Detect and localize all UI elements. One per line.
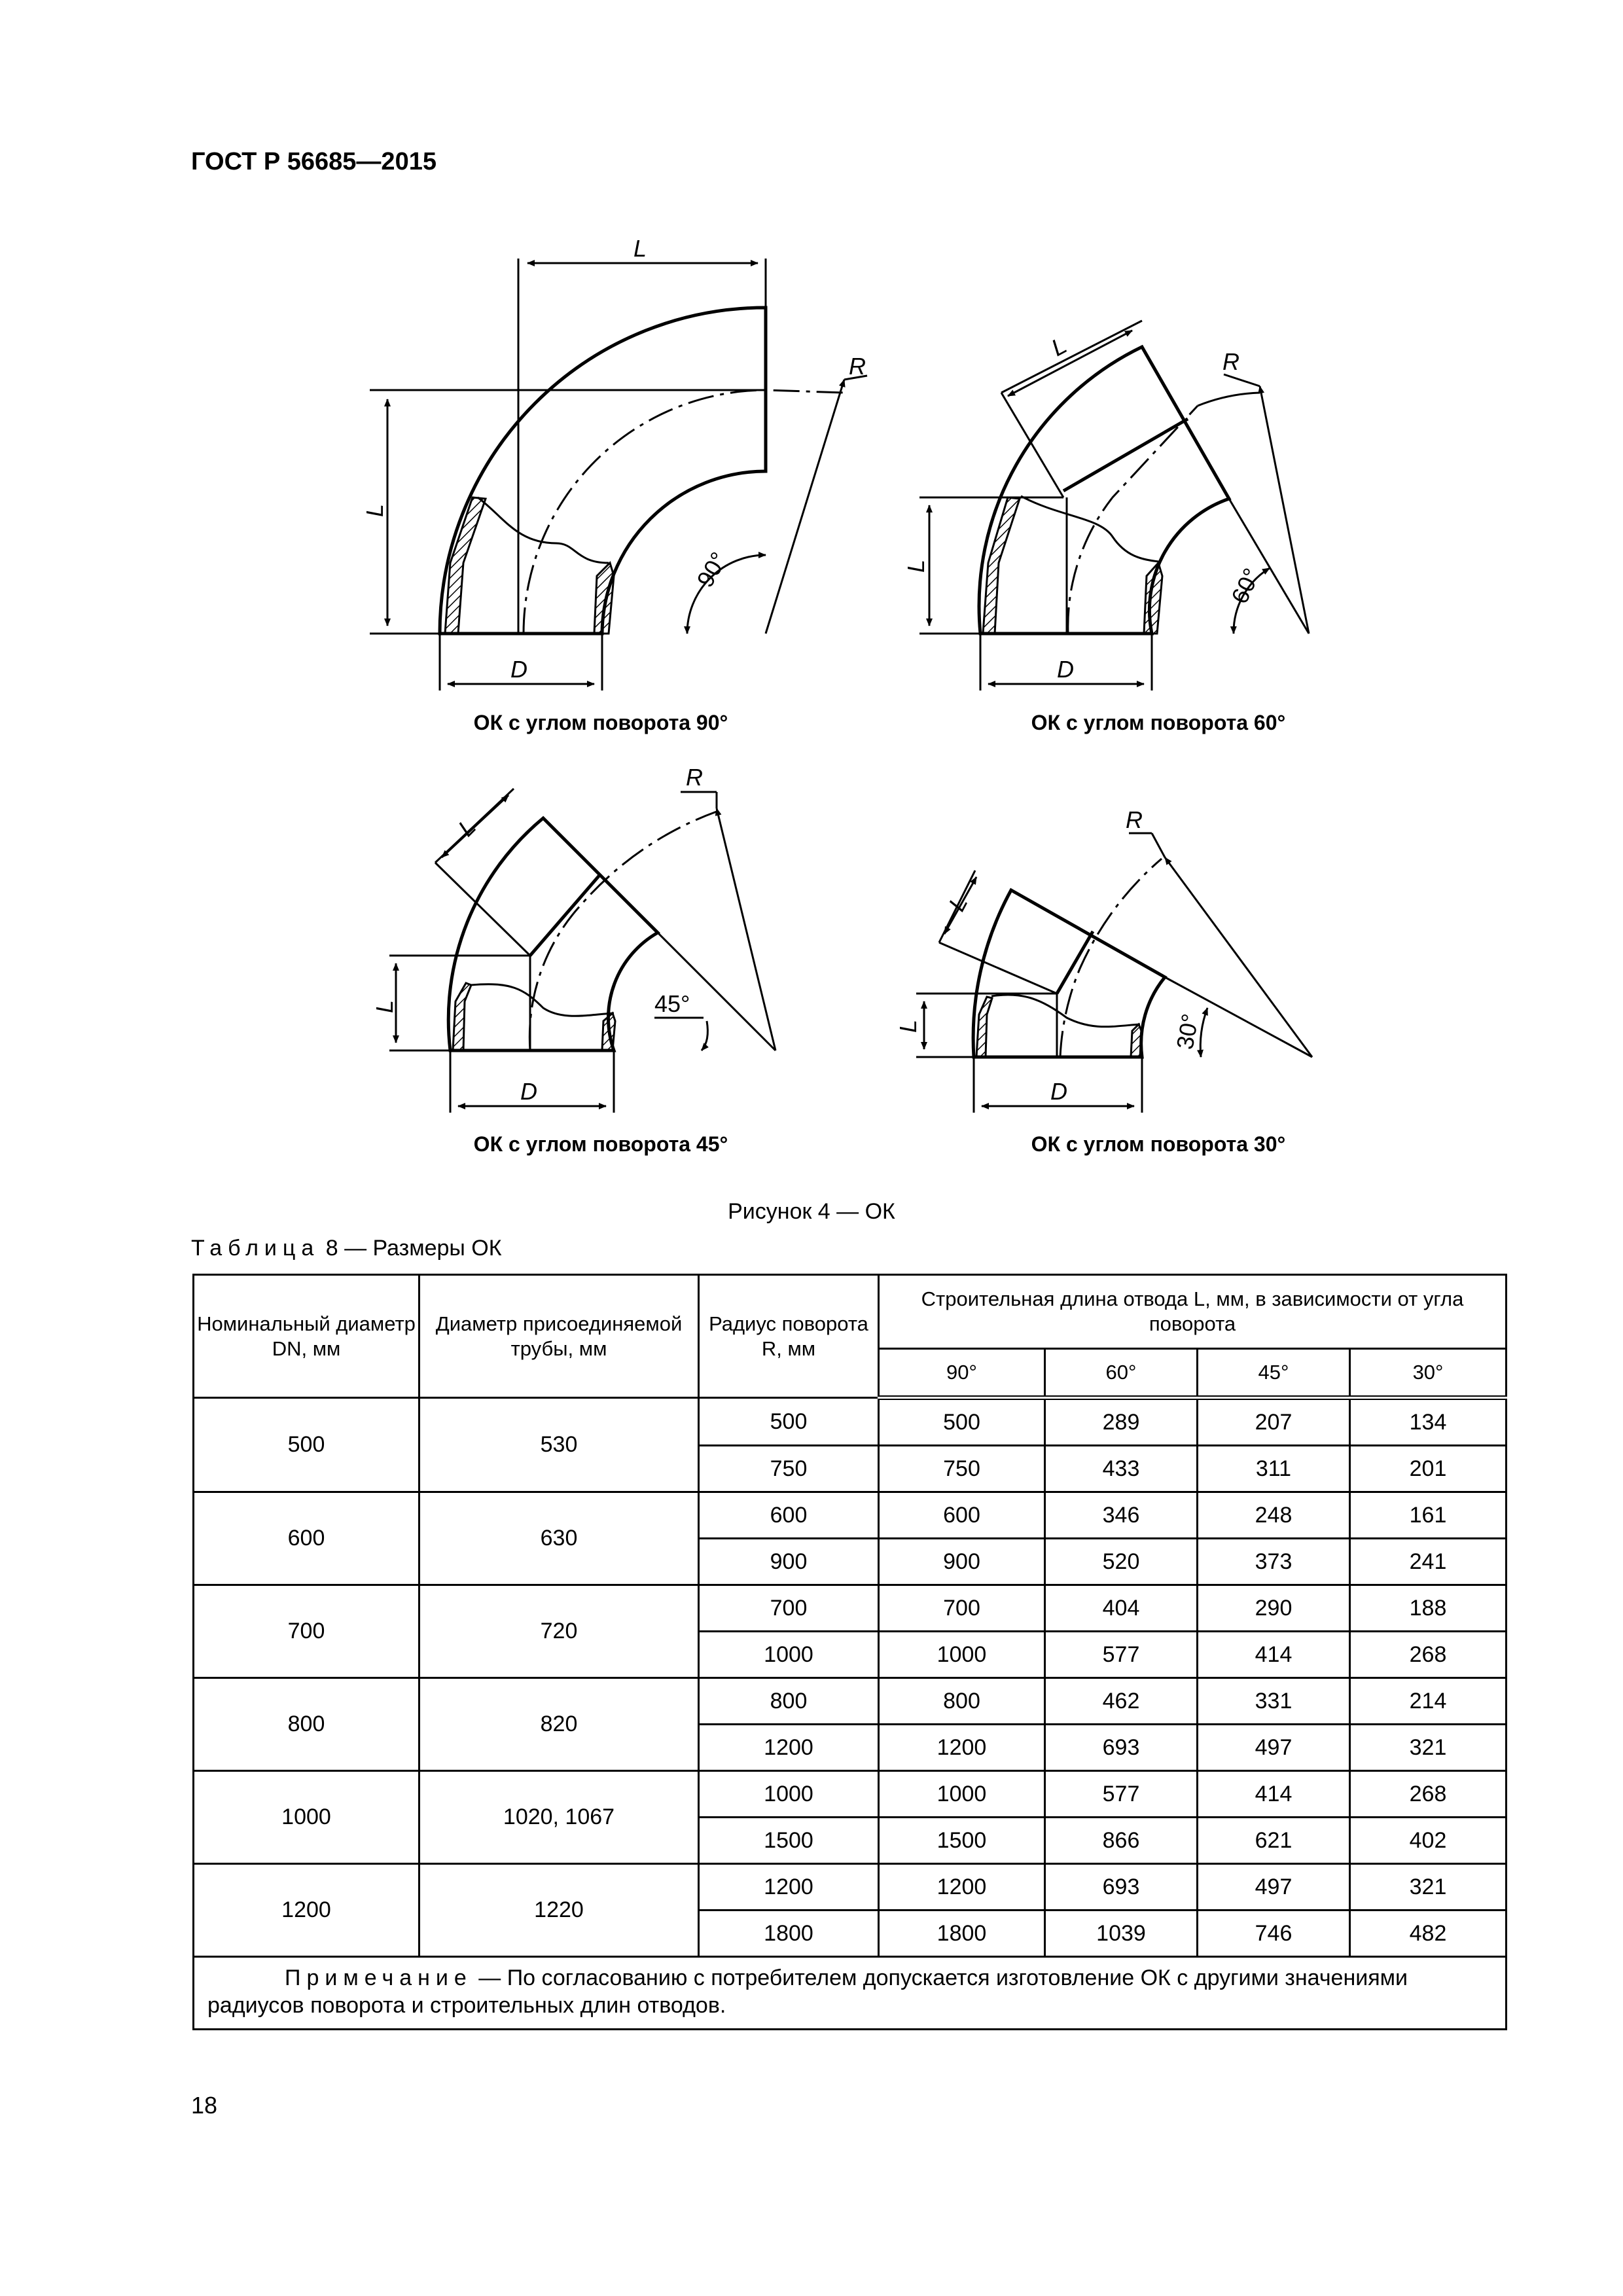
cell-length-90: 1000: [879, 1771, 1045, 1818]
elbow-90-drawing: [370, 259, 867, 691]
cell-radius: 1000: [699, 1771, 879, 1818]
cell-length-30: 321: [1350, 1725, 1507, 1771]
dimensions-table: [192, 1274, 1507, 2030]
cell-length-60: 433: [1045, 1446, 1198, 1492]
document-header: ГОСТ Р 56685—2015: [191, 148, 437, 175]
cell-length-45: 207: [1198, 1398, 1350, 1446]
table-row: [194, 1492, 1507, 1539]
table-body: [194, 1398, 1507, 1957]
cell-nominal-diameter: 500: [194, 1398, 419, 1492]
cell-length-60: 520: [1045, 1539, 1198, 1585]
header-angle-45: 45°: [1198, 1349, 1350, 1398]
table-row: [194, 1678, 1507, 1725]
cell-radius: 500: [699, 1398, 879, 1446]
cell-length-60: 577: [1045, 1771, 1198, 1818]
cell-length-90: 900: [879, 1539, 1045, 1585]
cell-length-30: 188: [1350, 1585, 1507, 1632]
elbow-60-drawing: [919, 321, 1309, 691]
cell-nominal-diameter: 1200: [194, 1864, 419, 1957]
cell-length-45: 746: [1198, 1910, 1350, 1957]
label-L-60: L: [1046, 331, 1071, 362]
caption-panel-45: ОК с углом поворота 45°: [473, 1132, 728, 1156]
header-pipe-diameter: Диаметр присоединяемой трубы, мм: [419, 1275, 699, 1398]
cell-length-45: 248: [1198, 1492, 1350, 1539]
cell-length-60: 346: [1045, 1492, 1198, 1539]
table-row: [194, 1585, 1507, 1632]
note-prefix: Примечание: [285, 1965, 473, 1990]
header-angle-60: 60°: [1045, 1349, 1198, 1398]
caption-panel-90: ОК с углом поворота 90°: [473, 711, 728, 734]
cell-length-30: 321: [1350, 1864, 1507, 1910]
cell-length-90: 1200: [879, 1725, 1045, 1771]
cell-length-30: 241: [1350, 1539, 1507, 1585]
header-construction-length: Строительная длина отвода L, мм, в зависимости от угла поворота: [879, 1275, 1507, 1349]
table-row: [194, 1771, 1507, 1818]
cell-length-60: 866: [1045, 1818, 1198, 1864]
caption-panel-30: ОК с углом поворота 30°: [1031, 1132, 1286, 1156]
note-text: — По согласованию с потребителем допускается изготовление ОК с другими значениями радиусов поворота и строительных длин отводов.: [207, 1965, 1408, 2018]
caption-panel-60: ОК с углом поворота 60°: [1031, 711, 1286, 734]
cell-radius: 1500: [699, 1818, 879, 1864]
label-L-60-vertical: L: [902, 559, 929, 573]
cell-pipe-diameter: 1020, 1067: [419, 1771, 699, 1864]
cell-pipe-diameter: 720: [419, 1585, 699, 1678]
label-R-90: R: [849, 353, 866, 380]
page-number: 18: [191, 2092, 218, 2119]
cell-length-90: 500: [879, 1398, 1045, 1446]
header-radius: Радиус поворота R, мм: [699, 1275, 879, 1398]
cell-radius: 800: [699, 1678, 879, 1725]
cell-length-60: 289: [1045, 1398, 1198, 1446]
cell-length-30: 268: [1350, 1771, 1507, 1818]
header-nominal-diameter: Номинальный диаметр DN, мм: [194, 1275, 419, 1398]
cell-length-45: 290: [1198, 1585, 1350, 1632]
cell-length-30: 161: [1350, 1492, 1507, 1539]
cell-length-90: 1000: [879, 1632, 1045, 1678]
cell-length-60: 404: [1045, 1585, 1198, 1632]
cell-length-45: 497: [1198, 1725, 1350, 1771]
label-angle-60: 60°: [1226, 564, 1266, 608]
label-L-45: L: [452, 813, 481, 842]
cell-length-45: 311: [1198, 1446, 1350, 1492]
label-D-30: D: [1050, 1078, 1067, 1105]
cell-length-45: 373: [1198, 1539, 1350, 1585]
cell-radius: 900: [699, 1539, 879, 1585]
table-caption-title: 8 — Размеры ОК: [319, 1236, 502, 1261]
cell-length-90: 1500: [879, 1818, 1045, 1864]
cell-pipe-diameter: 630: [419, 1492, 699, 1585]
label-D-45: D: [520, 1078, 537, 1105]
cell-length-90: 750: [879, 1446, 1045, 1492]
label-L-30-vertical: L: [895, 1019, 921, 1033]
cell-length-90: 1800: [879, 1910, 1045, 1957]
cell-radius: 750: [699, 1446, 879, 1492]
cell-radius: 1200: [699, 1725, 879, 1771]
cell-length-45: 331: [1198, 1678, 1350, 1725]
label-angle-45: 45°: [654, 990, 690, 1017]
cell-radius: 1200: [699, 1864, 879, 1910]
cell-length-60: 1039: [1045, 1910, 1198, 1957]
cell-length-90: 600: [879, 1492, 1045, 1539]
header-angle-30: 30°: [1350, 1349, 1507, 1398]
table-caption: [191, 1236, 502, 1261]
label-R-60: R: [1222, 348, 1240, 375]
cell-pipe-diameter: 820: [419, 1678, 699, 1771]
figure-caption: Рисунок 4 — ОК: [728, 1199, 895, 1224]
cell-length-90: 700: [879, 1585, 1045, 1632]
label-L-30: L: [942, 891, 973, 916]
cell-radius: 1000: [699, 1632, 879, 1678]
cell-length-60: 693: [1045, 1864, 1198, 1910]
label-L-45-vertical: L: [371, 999, 398, 1013]
cell-length-45: 414: [1198, 1632, 1350, 1678]
table-row: [194, 1864, 1507, 1910]
cell-length-90: 1200: [879, 1864, 1045, 1910]
label-L-90: L: [633, 235, 647, 262]
cell-length-60: 577: [1045, 1632, 1198, 1678]
cell-length-45: 497: [1198, 1864, 1350, 1910]
cell-nominal-diameter: 700: [194, 1585, 419, 1678]
table-row: [194, 1398, 1507, 1446]
cell-length-45: 621: [1198, 1818, 1350, 1864]
cell-length-30: 402: [1350, 1818, 1507, 1864]
cell-length-30: 134: [1350, 1398, 1507, 1446]
label-L-90-vertical: L: [361, 503, 388, 517]
label-D-60: D: [1057, 656, 1074, 683]
cell-nominal-diameter: 800: [194, 1678, 419, 1771]
cell-radius: 1800: [699, 1910, 879, 1957]
cell-pipe-diameter: 530: [419, 1398, 699, 1492]
elbow-45-drawing: [389, 789, 776, 1113]
table-note: [194, 1957, 1507, 2030]
table-caption-prefix: Таблица: [191, 1236, 320, 1261]
label-angle-90: 90°: [691, 547, 733, 592]
elbow-30-drawing: [916, 833, 1312, 1113]
label-R-30: R: [1126, 806, 1143, 833]
header-angle-90: 90°: [879, 1349, 1045, 1398]
cell-nominal-diameter: 600: [194, 1492, 419, 1585]
cell-length-60: 462: [1045, 1678, 1198, 1725]
label-D-90: D: [510, 656, 527, 683]
cell-length-90: 800: [879, 1678, 1045, 1725]
label-R-45: R: [686, 764, 703, 791]
cell-radius: 700: [699, 1585, 879, 1632]
cell-length-30: 201: [1350, 1446, 1507, 1492]
cell-length-30: 268: [1350, 1632, 1507, 1678]
cell-length-30: 482: [1350, 1910, 1507, 1957]
cell-length-45: 414: [1198, 1771, 1350, 1818]
label-angle-30: 30°: [1171, 1011, 1204, 1052]
cell-pipe-diameter: 1220: [419, 1864, 699, 1957]
cell-radius: 600: [699, 1492, 879, 1539]
cell-length-30: 214: [1350, 1678, 1507, 1725]
cell-length-60: 693: [1045, 1725, 1198, 1771]
cell-nominal-diameter: 1000: [194, 1771, 419, 1864]
